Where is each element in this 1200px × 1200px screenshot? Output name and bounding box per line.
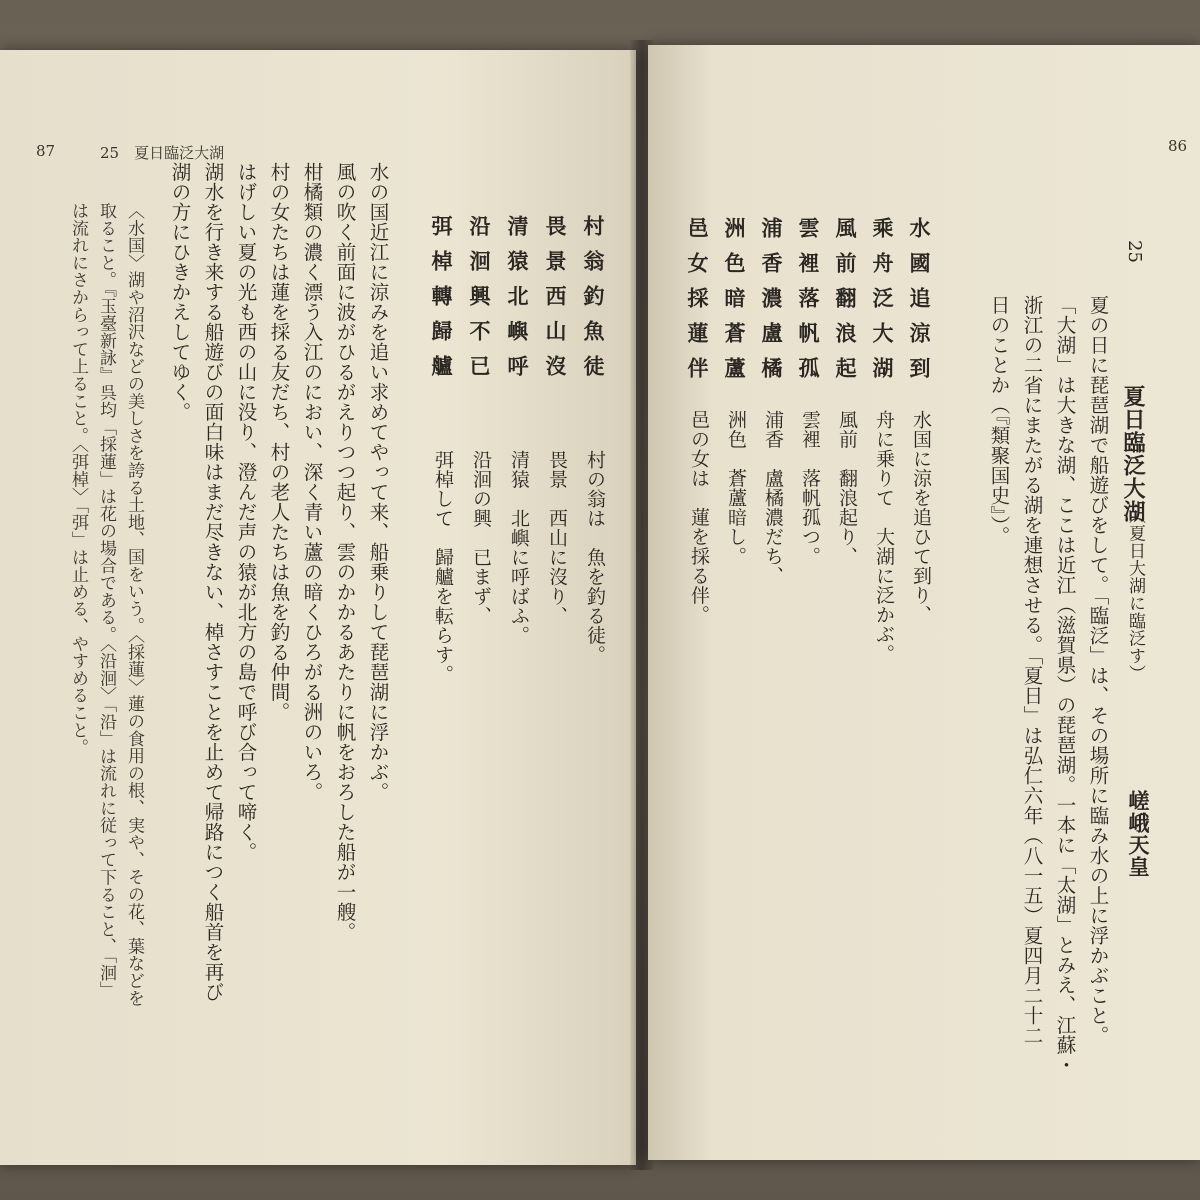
- verse-kanbun-line: 浦香濃盧橘: [759, 217, 784, 392]
- translation-line: 村の女たちは蓮を採る友だち、村の老人たちは魚を釣る仲間。: [267, 162, 291, 722]
- left-folio: 87: [36, 142, 56, 160]
- intro-line: 「大湖」は大きな湖、ここは近江（滋賀県）の琵琶湖。一本に「太湖」とみえ、江蘇・: [1053, 295, 1077, 1075]
- verse-kanbun-line: 邑女採蓮伴: [685, 217, 710, 392]
- note-line: 取ること。『玉臺新詠』呉均「採蓮」は花の場合である。〈沿洄〉「沿」は流れに従って下ること、「洄」: [96, 202, 116, 999]
- verse-kanbun-line: 清猿北嶼呼: [505, 215, 530, 390]
- verse-kanbun-line: 乘舟泛大湖: [870, 217, 895, 392]
- poem-title: 夏日臨泛大湖: [1120, 385, 1146, 523]
- verse-reading-line: 邑の女は 蓮を採る伴。: [688, 410, 710, 625]
- verse-kanbun-line: 雲裡落帆孤: [796, 217, 821, 392]
- verse-reading-line: 弭棹して 歸艫を転らす。: [432, 450, 454, 684]
- translation-line: 湖の方にひきかえしてゆく。: [168, 162, 192, 422]
- verse-reading-line: 雲裡 落帆孤つ。: [799, 410, 821, 566]
- verse-kanbun-line: 畏景西山沒: [543, 215, 568, 390]
- translation-line: 風の吹く前面に波がひるがえりつつ起り、雲のかかるあたりに帆をおろした船が一艘。: [333, 162, 357, 942]
- verse-reading-line: 清猿 北嶼に呼ばふ。: [508, 450, 530, 645]
- note-line: 〈水国〉湖や沼沢などの美しさを誇る土地、国をいう。〈採蓮〉蓮の食用の根、実や、その花、葉などを: [124, 202, 144, 1007]
- verse-kanbun-line: 沿洄興不已: [467, 215, 492, 390]
- left-running-head: 25 夏日臨泛大湖: [100, 144, 225, 162]
- verse-kanbun-line: 村翁釣魚徒: [581, 215, 606, 390]
- verse-kanbun-line: 弭棹轉歸艫: [429, 215, 454, 390]
- verse-reading-line: 舟に乗りて 大湖に泛かぶ。: [873, 410, 895, 664]
- verse-reading-line: 風前 翻浪起り、: [836, 410, 858, 566]
- verse-kanbun-line: 風前翻浪起: [833, 217, 858, 392]
- left-page: [0, 50, 636, 1165]
- translation-line: 湖水を行き来する船遊びの面白味はまだ尽きない、棹さすことを止めて帰路につく船首を再び: [201, 162, 225, 1002]
- poem-subtitle: （夏日大湖に臨泛す）: [1125, 507, 1145, 682]
- verse-reading-line: 村の翁は 魚を釣る徒。: [584, 450, 606, 665]
- translation-line: 柑橘類の濃く漂う入江のにおい、深く青い蘆の暗くひろがる洲のいろ。: [300, 162, 324, 802]
- verse-reading-line: 水国に涼を追ひて到り、: [910, 410, 932, 625]
- intro-line: 日のことか（『類聚国史』）。: [987, 295, 1011, 546]
- intro-line: 浙江の二省にまたがる湖を連想させる。「夏日」は弘仁六年（八一五）夏四月二十二: [1020, 295, 1044, 1046]
- verse-reading-line: 畏景 西山に沒り、: [546, 450, 568, 626]
- right-folio: 86: [1168, 137, 1188, 155]
- translation-line: 水の国近江に涼みを追い求めてやって来、船乗りして琵琶湖に浮かぶ。: [366, 162, 390, 802]
- intro-line: 夏の日に琵琶湖で船遊びをして。「臨泛」は、その場所に臨み水の上に浮かぶこと。: [1086, 295, 1110, 1046]
- verse-kanbun-line: 水國追涼到: [907, 217, 932, 392]
- translation-line: はげしい夏の光も西の山に没り、澄んだ声の猿が北方の島で呼び合って啼く。: [234, 162, 258, 862]
- verse-reading-line: 洲色 蒼蘆暗し。: [725, 410, 747, 566]
- verse-kanbun-line: 洲色暗蒼蘆: [722, 217, 747, 392]
- note-line: は流れにさからって上ること。〈弭棹〉「弭」は止める、やすめること。: [68, 202, 88, 756]
- verse-reading-line: 沿洄の興 已まず、: [470, 450, 492, 626]
- poem-number: 25: [1124, 240, 1145, 263]
- verse-reading-line: 浦香 盧橘濃だち、: [762, 410, 784, 586]
- right-page: [648, 45, 1200, 1160]
- poem-author: 嵯峨天皇: [1126, 790, 1151, 878]
